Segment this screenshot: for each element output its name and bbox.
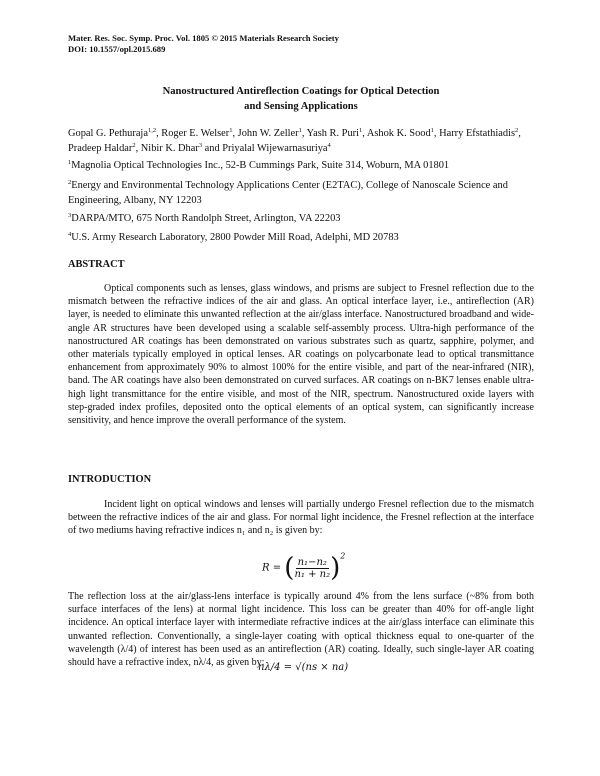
fresnel-equation: R = ( $\frac{\text{n₁−n₂}}{\text{n₁ + n₂}}$ )$^2$ [262,551,346,583]
title-line-1: Nanostructured Antireflection Coatings for Optical Detection [162,86,440,97]
author: Ashok K. Sood$^1$ [366,127,434,139]
affiliation: $^4$U.S. Army Research Laboratory, 2800 Powder Mill Road, Adelphi, MD 20783 [68,231,399,243]
intro-paragraph-2: The reflection loss at the air/glass-lens interface is typically around 4% from the lens surface (~8% from both surface interfaces of the lens) at normal light incidence. This loss can be greater than 40% for off-angle light incidence. An optical interface layer with intermediate refractive indices at the air/glass interface can eliminate this unwanted reflection. Conventionally, a single-layer coating with optical thickness equal to one-quarter of the wavelength (λ/4) of interest has been used as an antireflection (AR) coating. Ideally, such single-layer AR coating should have a refractive index, nλ/4, as given by: [68,591,534,669]
author: Yash R. Puri$^1$ [306,127,363,139]
quarter-wave-equation: nλ/4 = √(ns × na) [258,662,349,673]
title-line-2: and Sensing Applications [244,101,358,112]
author: Pradeep Haldar$^2$ [68,142,136,154]
intro-paragraph-1: Incident light on optical windows and lenses will partially undergo Fresnel reflection due to the mismatch between the refractive indices of the air and glass. For normal light incidence, the Fresnel reflection at the interface of two mediums having refractive indices n₁ and n₂ is given by: [68,499,534,537]
doi: DOI: 10.1557/opl.2015.689 [68,44,166,54]
abstract-heading: ABSTRACT [68,259,125,270]
author: John W. Zeller$^1$ [237,127,302,139]
author: Gopal G. Pethuraja$^{1,2}$ [68,127,157,139]
journal-header [68,33,339,55]
abstract-text: Optical components such as lenses, glass windows, and prisms are subject to Fresnel reflection due to the mismatch between the refractive indices of the air and glass. An optical interface layer, i.e., antireflection (AR) layer, is needed to eliminate this unwanted reflection at the air/glass interface. Nanostructured broadband and wide-angle AR structures have been developed using a scalable self-assembly process. Ultra-high performance of the nanostructured AR coatings has been demonstrated on various substrates such as quartz, sapphire, polymer, and other materials typically employed in optical lenses. AR coatings on polycarbonate lead to optical transmittance enhancement from approximately 90% to almost 100% for the entire visible, and part of the near-infrared (NIR), band. The AR coatings have also been demonstrated on curved surfaces. AR coatings on n-BK7 lenses enable ultra-high light transmittance for the entire visible, and most of the NIR, spectrum. Nanostructured oxide layers with step-graded index profiles, deposited onto the optical elements of an optical system, can significantly increase sensitivity, and hence improve the overall performance of the system. [68,283,534,427]
introduction-heading: INTRODUCTION [68,474,152,485]
author-list: Gopal G. Pethuraja$^{1,2}$, Roger E. Welser$^1$, John W. Zeller$^1$, Yash R. Puri$^1$, Ashok K. Sood$^1$, Harry Efstathiadis$^2$, Pradeep Haldar$^2$, Nibir K. Dhar$^3$ and Priyalal Wijewarnasuriya$^4$ [68,127,521,154]
paper-title [68,84,534,114]
affiliation: $^2$Energy and Environmental Technology Applications Center (E2TAC), College of Nanoscale Science and Engineering, Albany, NY 12203 [68,179,508,206]
journal-citation: Mater. Res. Soc. Symp. Proc. Vol. 1805 © 2015 Materials Research Society [68,33,339,43]
author: Harry Efstathiadis$^2$ [439,127,519,139]
affiliation: $^1$Magnolia Optical Technologies Inc., 52-B Cummings Park, Suite 314, Woburn, MA 01801 [68,159,450,171]
author: Roger E. Welser$^1$ [161,127,233,139]
author: Nibir K. Dhar$^3$ [140,142,203,154]
author: Priyalal Wijewarnasuriya$^4$ [222,142,331,154]
affiliation: $^3$DARPA/MTO, 675 North Randolph Street, Arlington, VA 22203 [68,212,341,224]
